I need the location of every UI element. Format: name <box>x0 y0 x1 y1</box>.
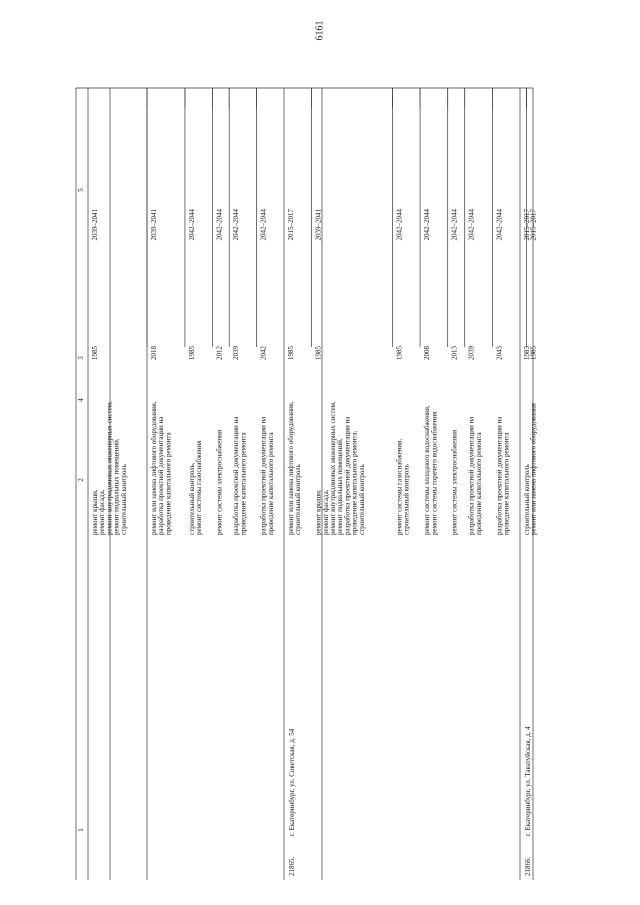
repair-period: 2042–2044 <box>467 209 476 241</box>
work-line: разработка проектной документации на <box>232 416 241 535</box>
repair-period: 2015–2017 <box>523 209 531 241</box>
build-year: 1985 <box>91 346 99 360</box>
repair-period: 2042–2044 <box>395 209 404 241</box>
work-line: проведение капитального ремонта <box>266 432 275 535</box>
work-line: ремонт системы холодного водоснабжения, <box>423 405 432 535</box>
record-number: 21866. <box>524 856 532 876</box>
work-line: разработка проектной документации на <box>259 416 268 535</box>
work-line: строительный контроль <box>523 464 531 535</box>
work-line: ремонт системы горячего водоснабжения <box>430 411 439 535</box>
build-year: 1985 <box>529 346 538 360</box>
work-line: строительный контроль <box>119 464 128 535</box>
build-year: 1983 <box>523 346 531 360</box>
repair-period: 2015–2017 <box>529 209 538 241</box>
work-line: ремонт фасада, <box>321 489 330 535</box>
work-line: ремонт крыши, <box>314 489 323 535</box>
work-line: ремонт системы электроснабжения <box>215 429 224 535</box>
build-year: 2042 <box>259 346 268 360</box>
work-line: проведение капитального ремонта, <box>350 430 359 535</box>
work-line: ремонт крыши, <box>91 489 99 535</box>
repair-period: 2042–2044 <box>495 209 504 241</box>
work-line: строительный контроль <box>402 464 411 535</box>
build-year: 2043 <box>495 346 504 360</box>
repair-period: 2042–2044 <box>259 209 268 241</box>
build-year: 2013 <box>450 346 459 360</box>
column-header: 3 <box>77 356 85 360</box>
repair-period: 2039–2041 <box>91 209 99 241</box>
work-line: ремонт фасада, <box>98 489 107 535</box>
work-line: ремонт системы газоснабжения, <box>395 438 404 535</box>
work-line: разработка проектной документации на <box>343 416 352 535</box>
work-line: ремонт или замена лифтового оборудования <box>529 403 538 535</box>
record-address: г. Екатеринбург, ул. Таватуйская, д. 4 <box>524 726 532 836</box>
work-line: ремонт или замена лифтового оборудования, <box>287 401 295 535</box>
column-header: 4 <box>77 398 85 402</box>
repair-period: 2042–2044 <box>423 209 432 241</box>
repair-period: 2039–2041 <box>314 209 323 241</box>
work-line: разработка проектной документации на <box>157 416 166 535</box>
repair-period: 2042–2044 <box>232 209 241 241</box>
work-line: ремонт внутридомовых инженерных систем, <box>329 401 338 535</box>
build-year: 1985 <box>287 346 295 360</box>
record-number: 21865. <box>288 856 296 876</box>
build-year: 1985 <box>314 346 323 360</box>
build-year: 2039 <box>467 346 476 360</box>
record-address: г. Екатеринбург, ул. Советская, д. 54 <box>288 728 296 836</box>
column-header: 2 <box>77 478 85 482</box>
work-line: проведение капитального ремонта <box>239 432 248 535</box>
build-year: 2018 <box>150 346 159 360</box>
work-line: строительный контроль, <box>187 462 196 535</box>
repair-period: 2015–2017 <box>287 209 295 241</box>
work-line: проведение капитального ремонта <box>474 432 483 535</box>
work-line: проведение капитального ремонта <box>502 432 511 535</box>
work-line: ремонт или замена лифтового оборудования, <box>150 401 159 535</box>
work-line: разработка проектной документации на <box>467 416 476 535</box>
work-line: строительный контроль <box>294 464 303 535</box>
page-number: 6161 <box>314 20 326 40</box>
repair-period: 2042–2044 <box>187 209 196 241</box>
work-line: ремонт внутридомовых инженерных систем, <box>105 401 114 535</box>
repair-period: 2039–2041 <box>150 209 159 241</box>
column-header: 1 <box>77 828 85 832</box>
build-year: 2008 <box>423 346 432 360</box>
work-line: проведение капитального ремонта <box>164 432 173 535</box>
repair-period: 2042–2044 <box>215 209 224 241</box>
repair-period: 2042–2044 <box>450 209 459 241</box>
work-line: ремонт системы газоснабжения <box>195 440 204 535</box>
work-line: ремонт подвальных помещений, <box>112 438 121 535</box>
build-year: 2039 <box>232 346 241 360</box>
work-line: ремонт системы электроснабжения <box>450 429 459 535</box>
build-year: 1985 <box>187 346 196 360</box>
work-line: разработка проектной документации на <box>495 416 504 535</box>
work-line: строительный контроль <box>357 464 366 535</box>
column-header: 5 <box>77 188 85 192</box>
build-year: 2012 <box>215 346 224 360</box>
build-year: 1985 <box>395 346 404 360</box>
work-line: ремонт подвальных помещений, <box>336 438 345 535</box>
